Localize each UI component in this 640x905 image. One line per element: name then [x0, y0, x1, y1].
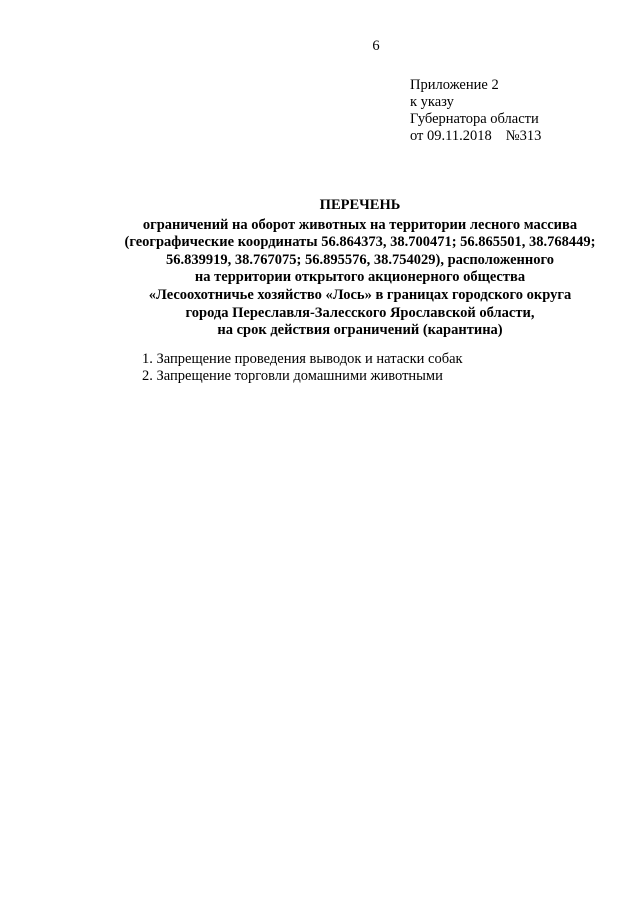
document-title [60, 197, 640, 340]
title-line: города Переславля-Залесского Ярославской области, [185, 304, 535, 321]
restrictions-list [142, 351, 463, 385]
appendix-label: Приложение 2 [410, 77, 499, 93]
title-line: «Лесоохотничье хозяйство «Лось» в границах городского округа [148, 286, 572, 303]
appendix-number: №313 [505, 128, 542, 144]
appendix-date-line [410, 128, 541, 145]
appendix-decree-ref: к указу [410, 94, 454, 110]
title-line: на территории открытого акционерного общества [194, 269, 526, 286]
appendix-date: от 09.11.2018 [410, 128, 492, 144]
title-line: 56.839919, 38.767075; 56.895576, 38.754029), расположенного [166, 251, 554, 268]
title-heading: ПЕРЕЧЕНЬ [319, 197, 401, 213]
page-number: 6 [372, 38, 380, 54]
appendix-block [410, 77, 541, 145]
title-line: на срок действия ограничений (карантина) [217, 322, 503, 339]
list-item: 1. Запрещение проведения выводок и натаски собак [142, 351, 463, 367]
title-line: ограничений на оборот животных на территории лесного массива [142, 216, 578, 233]
list-item: 2. Запрещение торговли домашними животными [142, 368, 443, 384]
title-line: (географические координаты 56.864373, 38.700471; 56.865501, 38.768449; [124, 234, 596, 251]
appendix-governor: Губернатора области [410, 111, 539, 127]
